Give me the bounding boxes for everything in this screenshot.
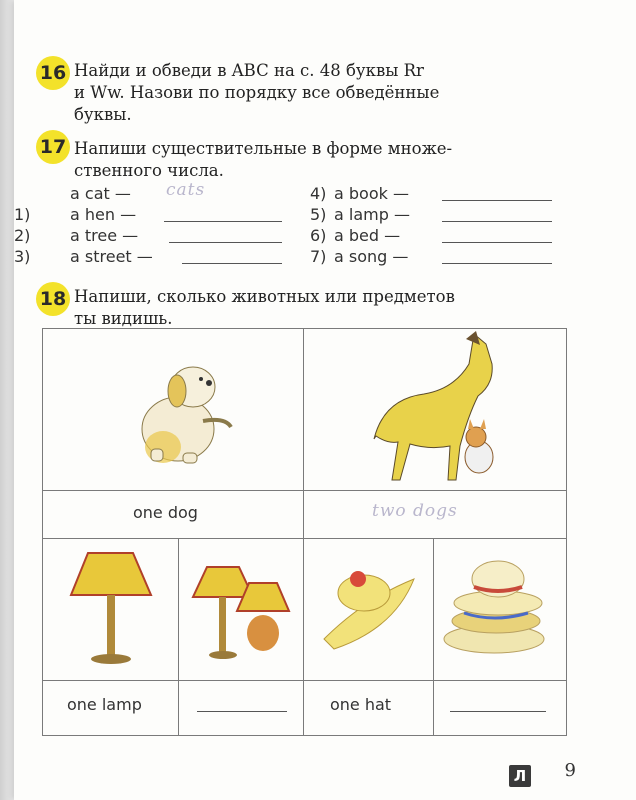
lamp-illustration <box>43 539 177 679</box>
item-3-word: a street — <box>70 247 153 266</box>
cell-one-lamp-caption <box>43 681 179 735</box>
two-dogs-illustration <box>304 329 564 489</box>
two-lamps-illustration <box>179 539 302 679</box>
cell-one-hat-caption <box>304 681 434 735</box>
workbook-page <box>14 0 636 800</box>
cell-lamps-caption <box>179 681 304 735</box>
cell-two-dogs-caption <box>304 491 566 539</box>
item-4-answer-line[interactable] <box>442 200 552 201</box>
task-16-line-1: Найди и обведи в ABC на с. 48 буквы Rr <box>74 61 424 80</box>
cell-one-dog-picture <box>43 329 304 491</box>
item-3-answer-line[interactable] <box>182 263 282 264</box>
item-7-number: 7) <box>310 247 327 266</box>
caption-one-lamp: one lamp <box>67 695 142 714</box>
example-word: a cat — <box>70 184 131 203</box>
cell-one-lamp-picture <box>43 539 179 681</box>
task-17-line-1: Напиши существительные в форме множе- <box>74 139 453 158</box>
lamps-answer-line[interactable] <box>197 711 287 712</box>
page-number: 9 <box>564 760 576 781</box>
task-16-line-2: и Ww. Назови по порядку все обведённые <box>74 83 440 102</box>
cell-one-hat-picture <box>304 539 434 681</box>
task-18-badge: 18 <box>36 282 70 316</box>
cell-two-dogs-picture <box>304 329 566 491</box>
task-16-badge: 16 <box>36 56 70 90</box>
item-5-word: a lamp — <box>334 205 410 224</box>
caption-two-dogs: two dogs <box>372 501 458 521</box>
hats-answer-line[interactable] <box>450 711 546 712</box>
cell-hats-caption <box>434 681 566 735</box>
cell-hats-picture <box>434 539 566 681</box>
item-2-number: 2) <box>14 226 31 245</box>
item-2-word: a tree — <box>70 226 139 245</box>
example-answer: cats <box>166 180 206 200</box>
task-16-line-3: буквы. <box>74 105 132 124</box>
item-6-answer-line[interactable] <box>442 242 552 243</box>
publisher-logo: Л <box>509 765 531 787</box>
item-4-word: a book — <box>334 184 409 203</box>
puppy-illustration <box>43 329 302 489</box>
task-17-badge: 17 <box>36 130 70 164</box>
item-3-number: 3) <box>14 247 31 266</box>
task-17-line-2: ственного числа. <box>74 161 224 180</box>
task-18-line-2: ты видишь. <box>74 309 173 328</box>
item-1-word: a hen — <box>70 205 137 224</box>
cell-one-dog-caption <box>43 491 304 539</box>
item-5-answer-line[interactable] <box>442 221 552 222</box>
item-2-answer-line[interactable] <box>169 242 282 243</box>
task-18-line-1: Напиши, сколько животных или предметов <box>74 287 455 306</box>
cell-two-lamps-picture <box>179 539 304 681</box>
item-1-answer-line[interactable] <box>164 221 282 222</box>
caption-one-hat: one hat <box>330 695 392 714</box>
item-6-number: 6) <box>310 226 327 245</box>
book-spine <box>0 0 14 800</box>
item-1-number: 1) <box>14 205 31 224</box>
item-7-word: a song — <box>334 247 409 266</box>
caption-one-dog: one dog <box>133 503 198 522</box>
item-7-answer-line[interactable] <box>442 263 552 264</box>
stack-of-hats-illustration <box>434 539 564 679</box>
item-5-number: 5) <box>310 205 327 224</box>
picture-grid <box>42 328 567 736</box>
item-4-number: 4) <box>310 184 327 203</box>
item-6-word: a bed — <box>334 226 401 245</box>
hat-illustration <box>304 539 432 679</box>
